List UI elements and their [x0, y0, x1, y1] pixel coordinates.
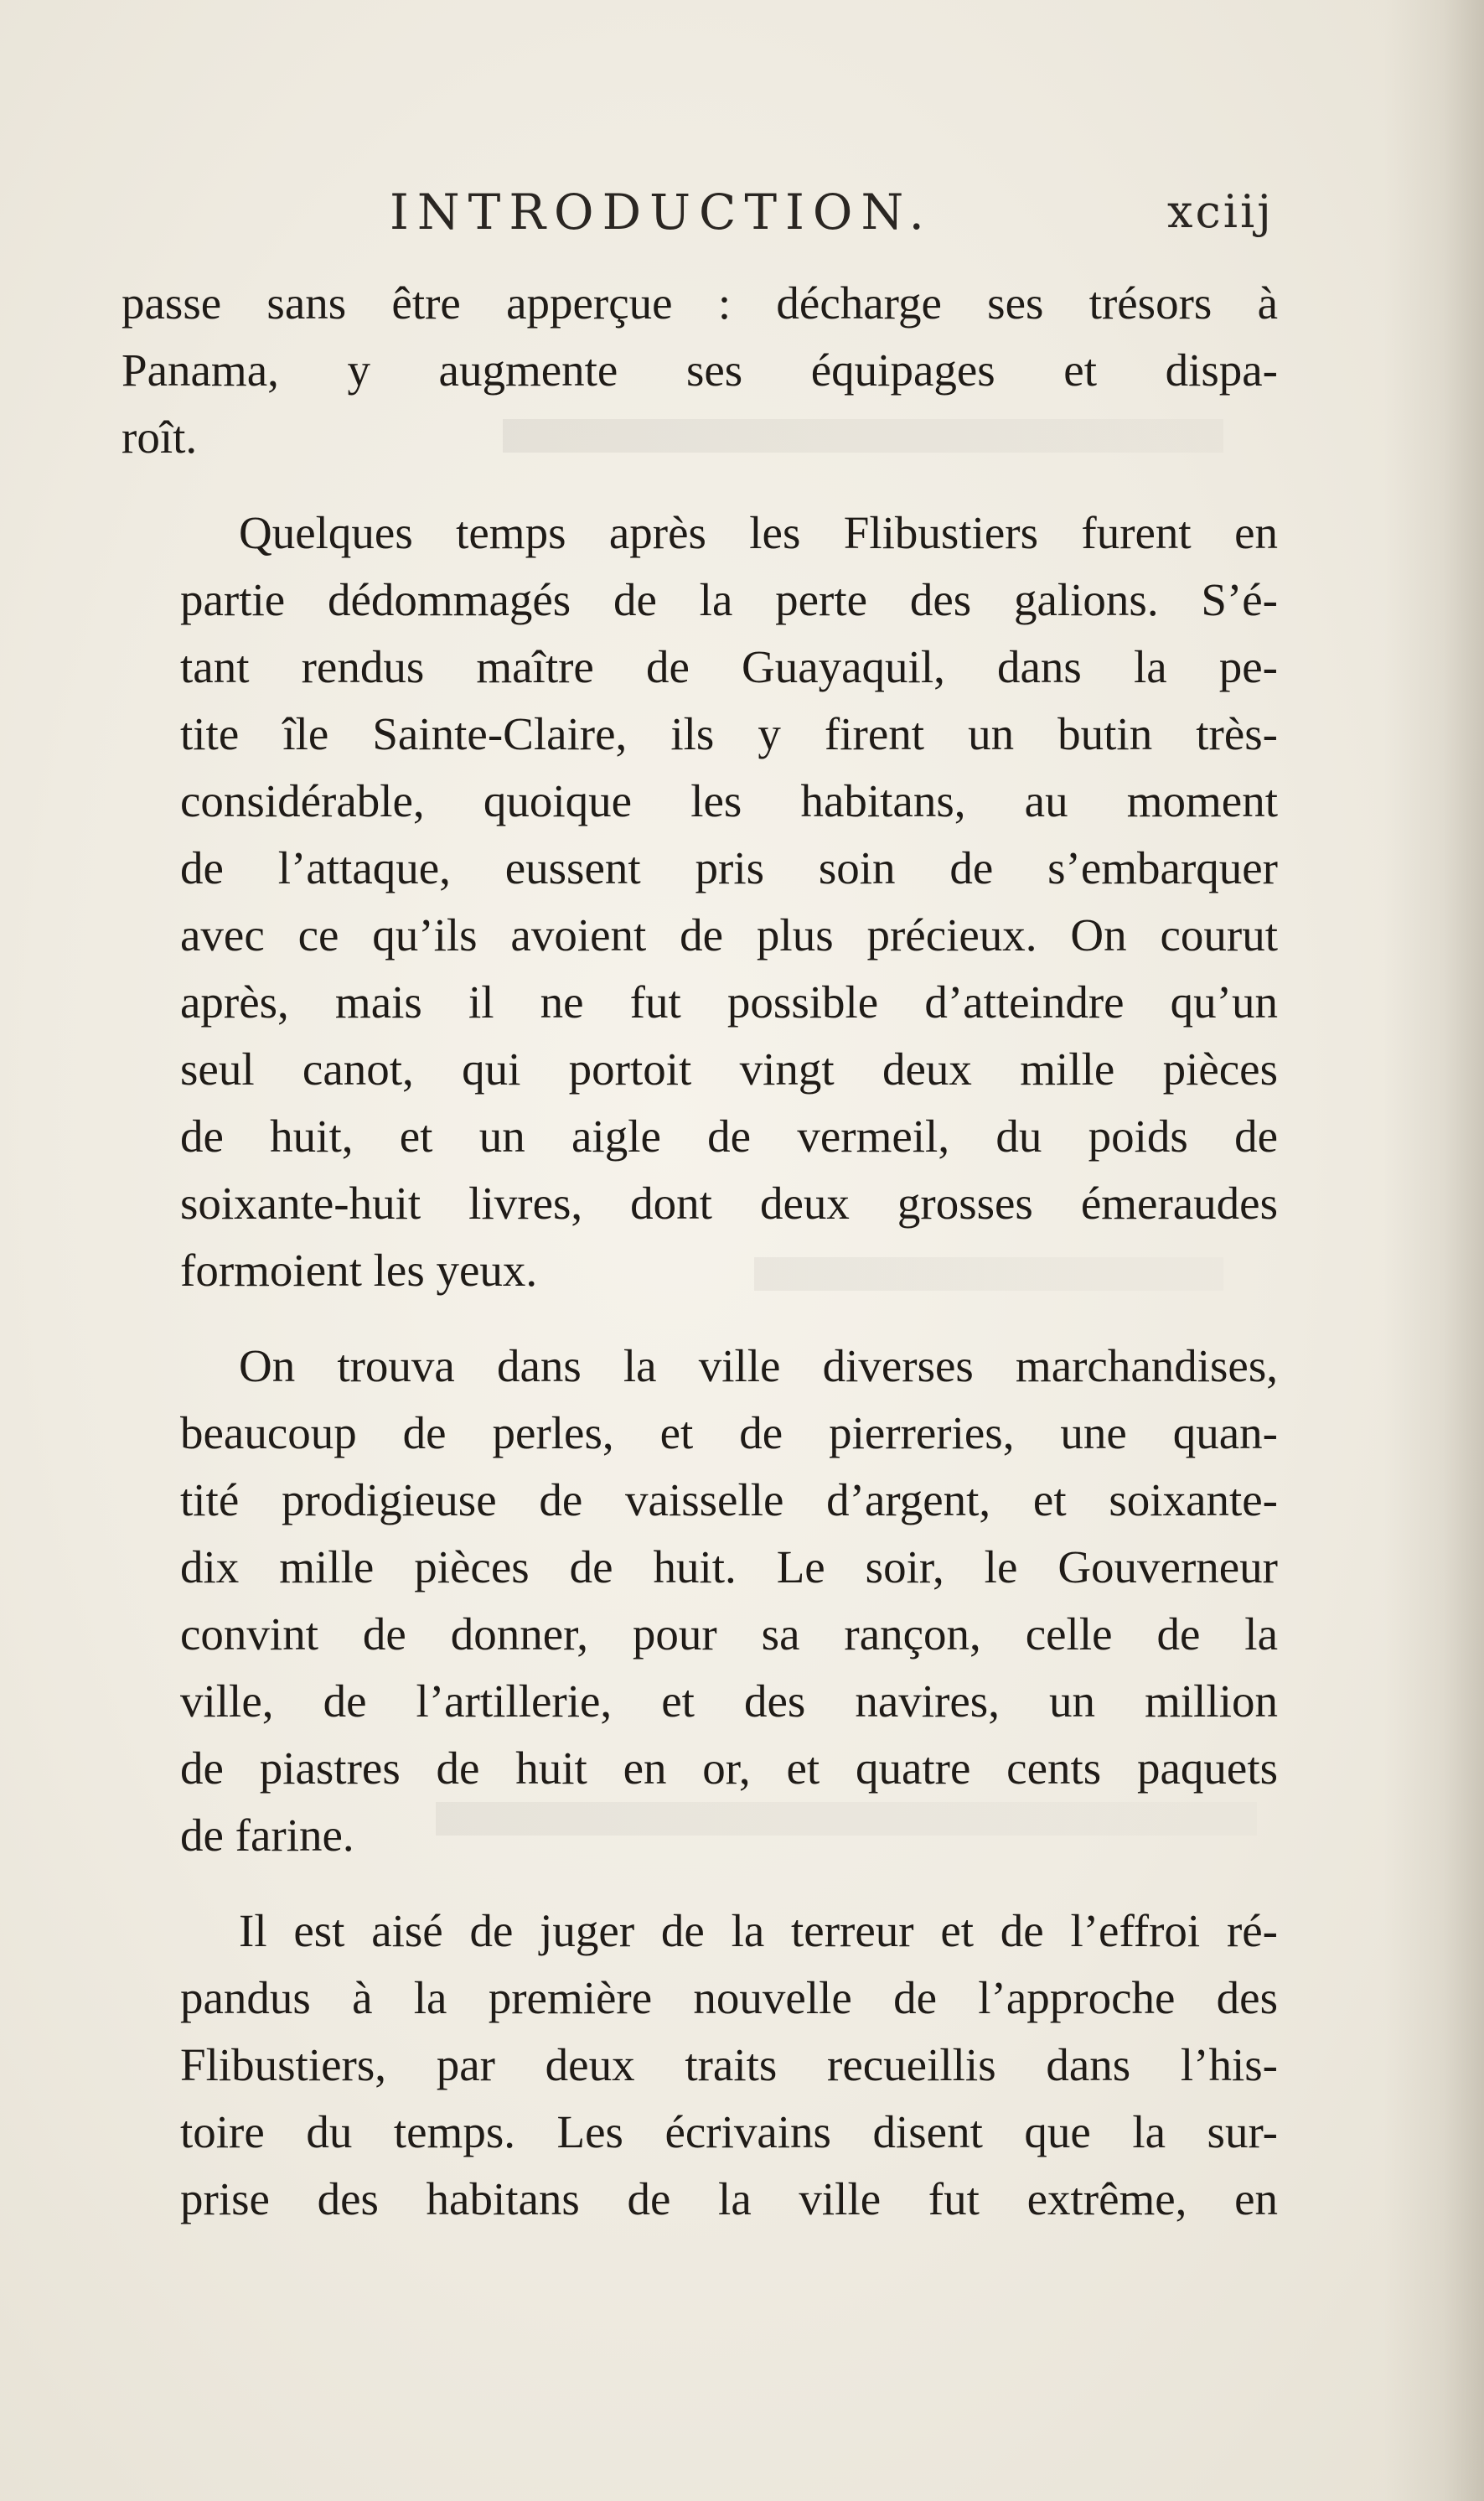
text-line: toire du temps. Les écrivains disent que la sur- — [180, 2106, 1278, 2157]
paragraph — [122, 270, 1278, 471]
running-title: INTRODUCTION. — [390, 184, 933, 241]
text-line: prise des habitans de la ville fut extrême, en — [180, 2173, 1278, 2224]
text-line: tité prodigieuse de vaisselle d’argent, et soixante- — [180, 1474, 1278, 1525]
text-line: soixante-huit livres, dont deux grosses émeraudes — [180, 1178, 1278, 1229]
paragraph — [122, 1333, 1278, 1869]
page-number: xciij — [1167, 185, 1274, 238]
text-line: Il est aisé de juger de la terreur et de l’effroi ré- — [239, 1905, 1278, 1956]
text-line: avec ce qu’ils avoient de plus précieux. On courut — [180, 909, 1278, 961]
text-line: passe sans être apperçue : décharge ses trésors à — [122, 277, 1278, 329]
text-line: tite île Sainte-Claire, ils y firent un butin très- — [180, 708, 1278, 759]
text-line: de farine. — [180, 1810, 354, 1861]
page-edge-shadow — [1383, 0, 1484, 2501]
running-header — [122, 174, 1274, 250]
text-line: partie dédommagés de la perte des galions. S’é- — [180, 574, 1278, 625]
text-line: beaucoup de perles, et de pierreries, une quan- — [180, 1407, 1278, 1458]
text-line: de l’attaque, eussent pris soin de s’embarquer — [180, 842, 1278, 893]
text-line: On trouva dans la ville diverses marchandises, — [239, 1340, 1278, 1391]
text-line: tant rendus maître de Guayaquil, dans la pe- — [180, 641, 1278, 692]
text-line: Panama, y augmente ses équipages et dispa- — [122, 344, 1278, 396]
paragraph — [122, 500, 1278, 1304]
text-line: après, mais il ne fut possible d’atteindre qu’un — [180, 976, 1278, 1028]
text-line: considérable, quoique les habitans, au moment — [180, 775, 1278, 826]
text-line: formoient les yeux. — [180, 1245, 538, 1296]
text-line: Quelques temps après les Flibustiers furent en — [239, 507, 1278, 558]
text-line: roît. — [122, 412, 198, 463]
text-line: dix mille pièces de huit. Le soir, le Gouverneur — [180, 1541, 1278, 1592]
paragraph — [122, 1898, 1278, 2233]
text-line: de huit, et un aigle de vermeil, du poids de — [180, 1111, 1278, 1162]
text-line: seul canot, qui portoit vingt deux mille pièces — [180, 1043, 1278, 1095]
text-line: de piastres de huit en or, et quatre cents paquets — [180, 1742, 1278, 1794]
text-line: ville, de l’artillerie, et des navires, un million — [180, 1675, 1278, 1727]
body-text — [122, 270, 1278, 2261]
text-line: pandus à la première nouvelle de l’approche des — [180, 1972, 1278, 2023]
text-line: Flibustiers, par deux traits recueillis dans l’his- — [180, 2039, 1278, 2090]
text-line: convint de donner, pour sa rançon, celle de la — [180, 1608, 1278, 1660]
